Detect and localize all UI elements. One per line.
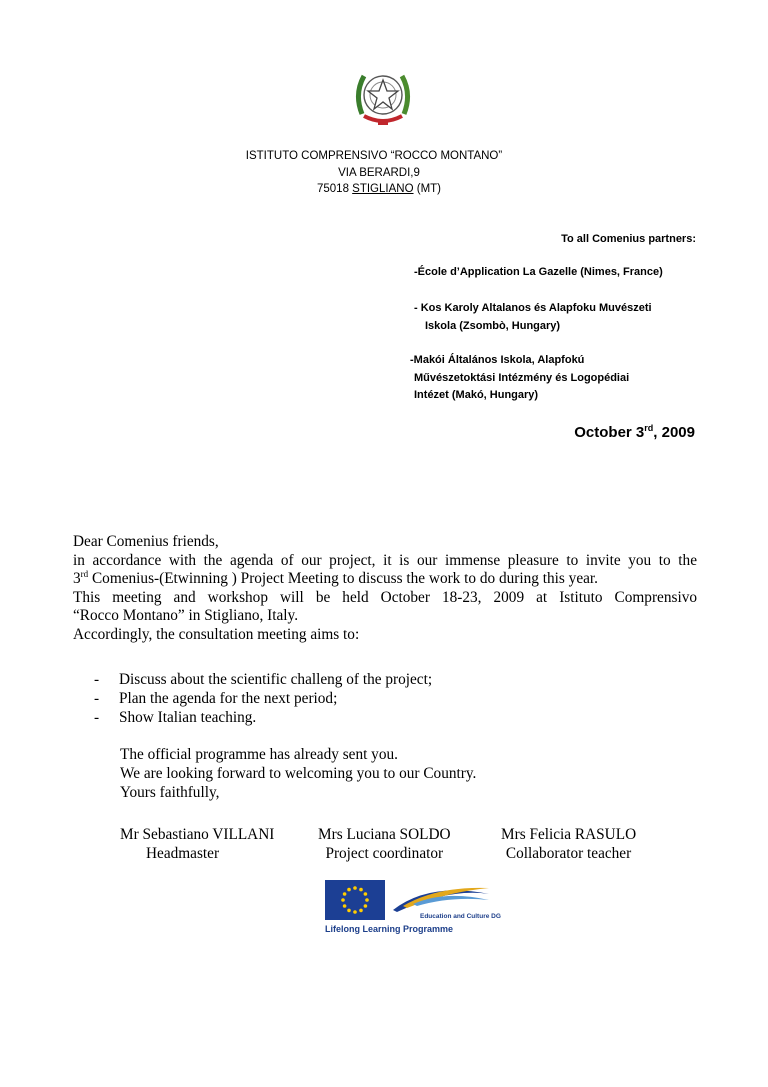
- body-line-2: in accordance with the agenda of our project, it is our immense pleasure to invite you to the: [73, 551, 697, 569]
- education-culture-swoosh-icon: [389, 880, 493, 916]
- school-city-line: [0, 183, 763, 195]
- signatory-name: Mrs Felicia RASULO: [501, 826, 637, 843]
- list-item: [94, 670, 432, 689]
- aims-list: [94, 670, 432, 727]
- letter-date: [574, 423, 695, 441]
- signatory-headmaster: [120, 825, 274, 863]
- body-line-3: [73, 570, 697, 589]
- eu-logos: [325, 880, 501, 938]
- body-line-6: Accordingly, the consultation meeting aims to:: [73, 625, 360, 643]
- date-year: , 2009: [653, 424, 695, 441]
- partner-3-line-2: Művészetoktási Intézmény és Logopédiai: [414, 372, 630, 384]
- date-suffix: rd: [644, 423, 654, 433]
- aim-text: Plan the agenda for the next period;: [119, 690, 338, 707]
- llp-label: Lifelong Learning Programme: [325, 924, 454, 934]
- eu-flag-icon: [325, 880, 385, 920]
- signatory-coordinator: [318, 825, 451, 863]
- school-name: ISTITUTO COMPRENSIVO “ROCCO MONTANO”: [245, 150, 503, 162]
- signatory-role: Project coordinator: [325, 845, 444, 862]
- list-item: [94, 689, 432, 708]
- town: STIGLIANO: [352, 183, 414, 195]
- bullet-dash: -: [94, 671, 100, 688]
- closing-line-1: The official programme has already sent you.: [120, 746, 398, 763]
- province: (MT): [416, 183, 441, 195]
- recipients-heading: To all Comenius partners:: [561, 233, 696, 245]
- salutation: Dear Comenius friends,: [73, 533, 219, 550]
- signatory-role: Headmaster: [146, 845, 220, 862]
- signatory-collaborator: [501, 825, 636, 863]
- closing: [120, 745, 476, 802]
- signatory-role: Collaborator teacher: [505, 845, 632, 862]
- partner-3-line-1: -Makói Általános Iskola, Alapfokú: [410, 354, 585, 366]
- aim-text: Discuss about the scientific challeng of the project;: [119, 671, 433, 688]
- edu-culture-label: Education and Culture DG: [420, 913, 501, 920]
- partner-2-line-2: Iskola (Zsombò, Hungary): [425, 320, 561, 332]
- signatory-name: Mrs Luciana SOLDO: [318, 826, 451, 843]
- closing-line-2: We are looking forward to welcoming you to our Country.: [120, 765, 477, 782]
- bullet-dash: -: [94, 709, 100, 726]
- date-main: October 3: [574, 424, 645, 441]
- closing-line-3: Yours faithfully,: [120, 784, 220, 801]
- letter-body: [73, 533, 697, 644]
- body-line-4: This meeting and workshop will be held October 18-23, 2009 at Istituto Comprensivo: [73, 588, 697, 606]
- list-item: [94, 708, 432, 727]
- signatory-name: Mr Sebastiano VILLANI: [120, 826, 275, 843]
- meeting-number-suffix: rd: [80, 569, 89, 579]
- body-line-5: “Rocco Montano” in Stigliano, Italy.: [73, 607, 299, 624]
- partner-1: -École d’Application La Gazelle (Nimes, France): [414, 266, 663, 278]
- aim-text: Show Italian teaching.: [119, 709, 257, 726]
- meeting-number: 3: [73, 570, 81, 587]
- italian-republic-emblem: [352, 64, 414, 130]
- body-line-3-rest: Comenius-(Etwinning ) Project Meeting to discuss the work to do during this year.: [88, 570, 598, 587]
- partner-2-line-1: - Kos Karoly Altalanos és Alapfoku Muvészeti: [414, 302, 652, 314]
- school-street: VIA BERARDI,9: [338, 167, 420, 179]
- bullet-dash: -: [94, 690, 100, 707]
- postcode: 75018: [316, 183, 349, 195]
- partner-3-line-3: Intézet (Makó, Hungary): [414, 389, 539, 401]
